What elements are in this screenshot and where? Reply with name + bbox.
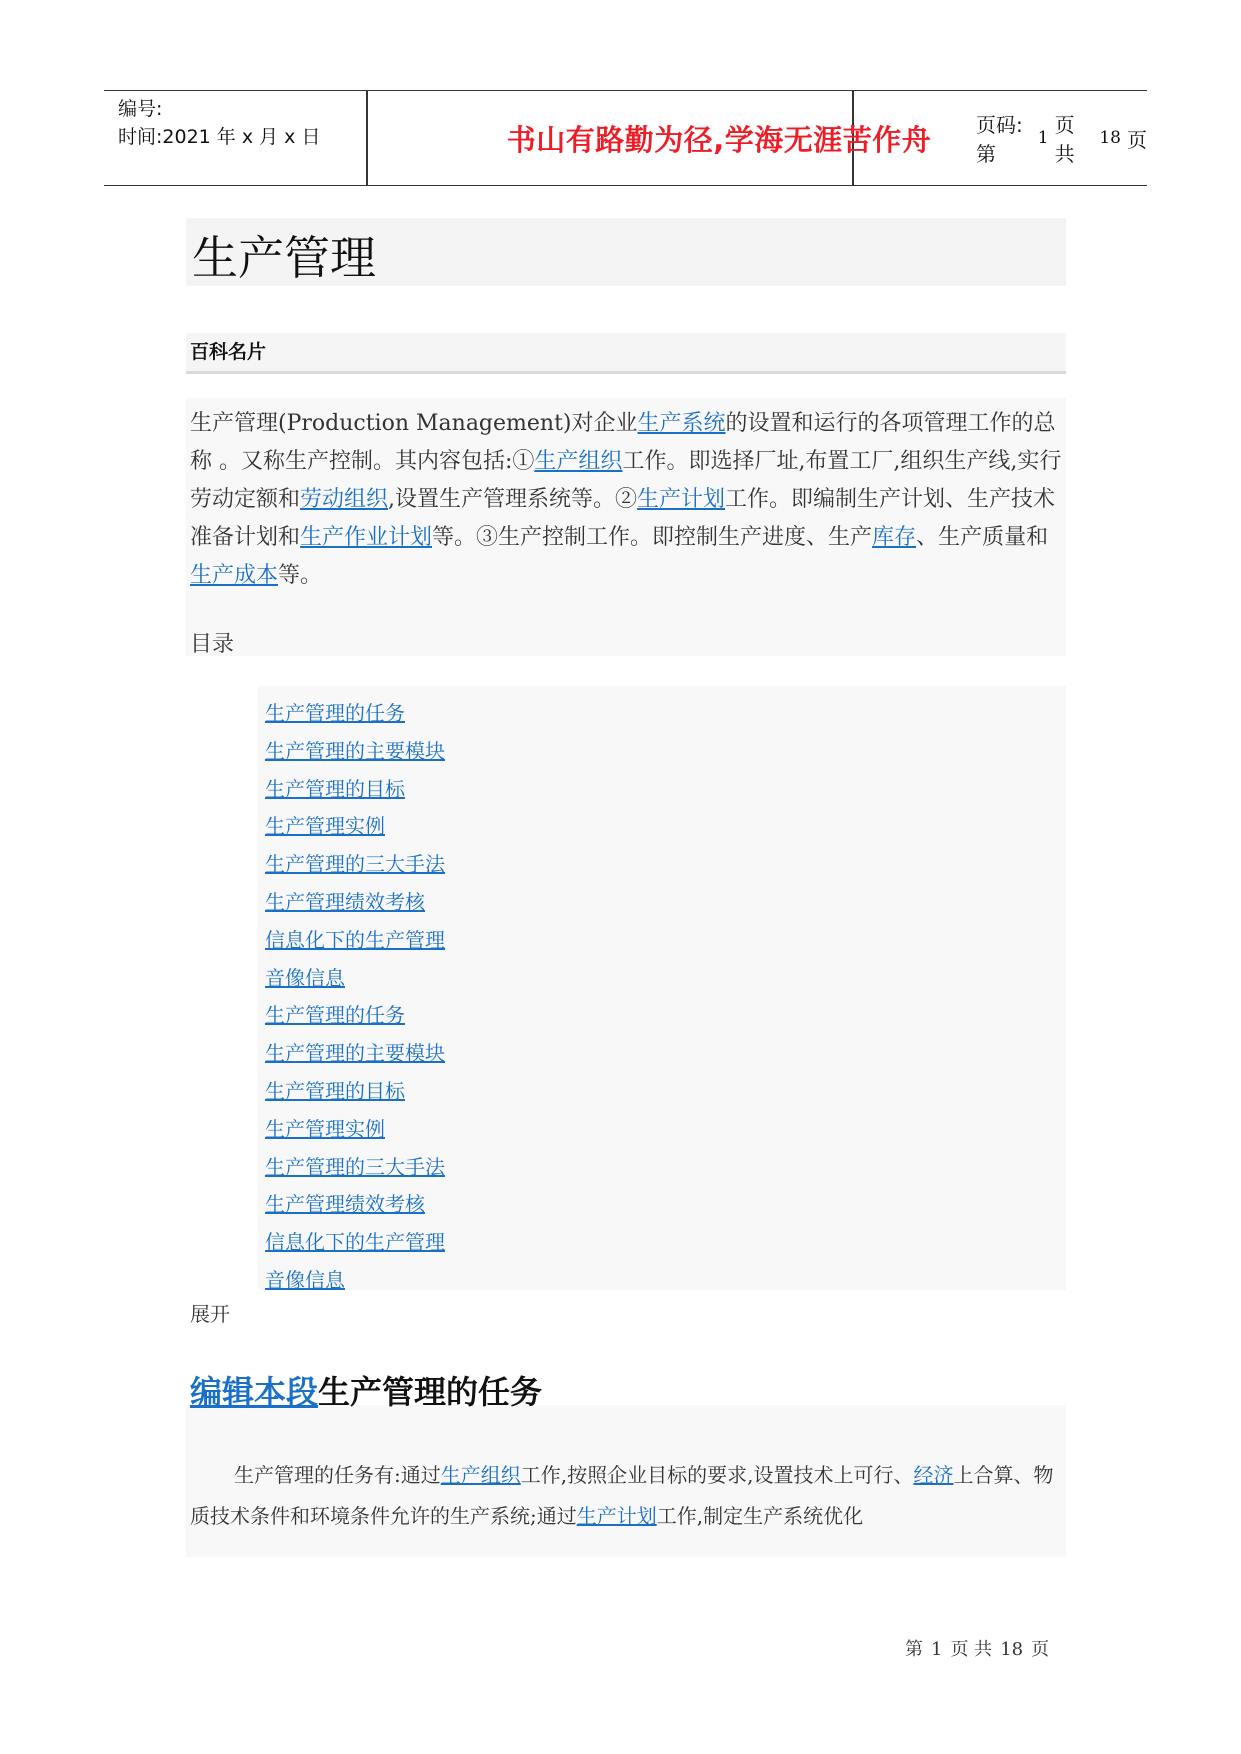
toc-link[interactable]: 生产管理的目标	[265, 776, 405, 801]
header-motto: 书山有路勤为径,学海无涯苦作舟	[506, 122, 932, 157]
toc-item[interactable]	[265, 960, 445, 998]
section-heading	[190, 1367, 542, 1413]
toc-item[interactable]	[265, 922, 445, 960]
toc-item[interactable]	[265, 1262, 445, 1300]
toc-link[interactable]: 生产管理实例	[265, 1116, 385, 1141]
toc-item[interactable]	[265, 846, 445, 884]
toc-link[interactable]: 音像信息	[265, 1267, 345, 1292]
page-current: 1	[1037, 128, 1049, 148]
section-body: 生产管理的任务有:通过生产组织工作,按照企业目标的要求,设置技术上可行、经济上合算、物质技术条件和环境条件允许的生产系统;通过生产计划工作,制定生产系统优化	[190, 1463, 1054, 1528]
toc-link[interactable]: 生产管理的任务	[265, 701, 405, 725]
page-footer: 第 1 页 共 18 页	[905, 1639, 1050, 1660]
page-mid: 页 共	[1054, 113, 1075, 166]
toc-title: 目录	[190, 632, 235, 657]
link-production-organization[interactable]: 生产组织	[534, 449, 623, 474]
header-page-code	[976, 91, 1147, 185]
header-divider	[366, 91, 368, 185]
document-header	[104, 90, 1147, 186]
link-production-cost[interactable]: 生产成本	[190, 563, 279, 588]
toc-link[interactable]: 生产管理的目标	[265, 1078, 405, 1103]
toc-item[interactable]	[265, 1149, 445, 1187]
toc-link[interactable]: 生产管理实例	[265, 814, 385, 839]
toc-link[interactable]: 音像信息	[265, 965, 345, 990]
link-labor-organization[interactable]: 劳动组织	[300, 487, 389, 512]
link-production-plan[interactable]: 生产计划	[576, 1504, 657, 1528]
toc-item[interactable]	[265, 1111, 445, 1149]
time-label: 时间:2021 年 x 月 x 日	[118, 126, 321, 148]
toc-item[interactable]	[265, 771, 445, 809]
toc-item[interactable]	[265, 1035, 445, 1073]
page-code-prefix: 页码:第	[976, 113, 1023, 166]
toc-link[interactable]: 生产管理的任务	[265, 1003, 405, 1028]
toc-link[interactable]: 生产管理的主要模块	[265, 738, 445, 763]
link-economy[interactable]: 经济	[913, 1463, 954, 1487]
toc-item[interactable]	[265, 997, 445, 1035]
link-production-plan[interactable]: 生产计划	[637, 487, 726, 512]
expand-toggle[interactable]: 展开	[190, 1302, 230, 1326]
toc-link[interactable]: 生产管理绩效考核	[265, 1192, 425, 1217]
card-header	[186, 333, 1066, 374]
page-suffix: 页	[1127, 127, 1147, 152]
toc-link[interactable]: 信息化下的生产管理	[265, 1230, 445, 1255]
number-label: 编号:	[118, 98, 163, 120]
toc-item[interactable]	[265, 733, 445, 771]
toc-link[interactable]: 信息化下的生产管理	[265, 927, 445, 952]
header-meta	[118, 95, 320, 151]
toc-item[interactable]	[265, 1073, 445, 1111]
toc-item[interactable]	[265, 1186, 445, 1224]
link-production-job-plan[interactable]: 生产作业计划	[300, 525, 433, 550]
link-production-organization[interactable]: 生产组织	[440, 1463, 521, 1487]
link-inventory[interactable]: 库存	[872, 525, 917, 550]
toc-link[interactable]: 生产管理的三大手法	[265, 1154, 445, 1179]
link-production-system[interactable]: 生产系统	[637, 411, 726, 436]
page-title: 生产管理	[192, 231, 376, 285]
page-total: 18	[1099, 128, 1121, 148]
toc-item[interactable]	[265, 695, 445, 733]
toc-link[interactable]: 生产管理绩效考核	[265, 889, 425, 914]
toc-link[interactable]: 生产管理的主要模块	[265, 1041, 445, 1066]
card-header-label: 百科名片	[190, 341, 267, 363]
edit-section-link[interactable]: 编辑本段	[190, 1373, 319, 1411]
toc-item[interactable]	[265, 1224, 445, 1262]
intro-paragraph: 生产管理(Production Management)对企业生产系统的设置和运行的各项管理工作的总称 。又称生产控制。其内容包括:①生产组织工作。即选择厂址,布置工厂,组织生产线,实行劳动定额和劳动组织,设置生产管理系统等。②生产计划工作。即编制生产计划、生产技术准备计划和生产作业计划等。③生产控制工作。即控制生产进度、生产库存、生产质量和生产成本等。	[190, 411, 1062, 588]
toc-item[interactable]	[265, 808, 445, 846]
toc-link[interactable]: 生产管理的三大手法	[265, 852, 445, 877]
toc-item[interactable]	[265, 884, 445, 922]
section-title: 生产管理的任务	[318, 1373, 543, 1411]
table-of-contents	[265, 695, 445, 1300]
